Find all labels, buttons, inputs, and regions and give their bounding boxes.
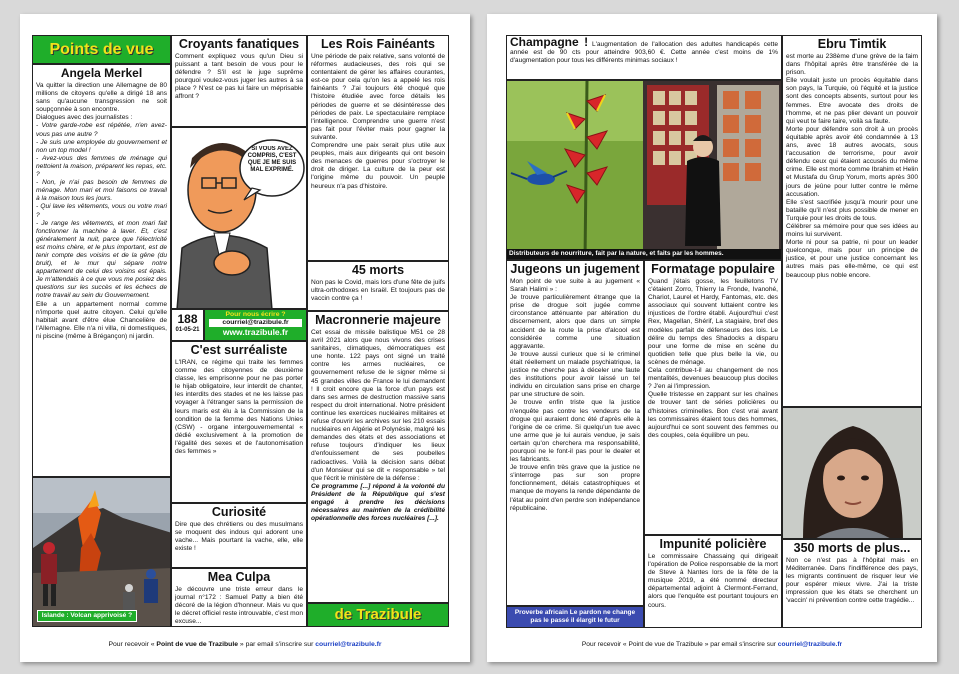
article-meaculpa xyxy=(171,568,307,627)
article-text: - Je range les vêtements, et mon mari fait fonctionner la machine à laver. Et, c'est généralement la nuit, parce que l'électricité est moins chère, et le plus important, est de tenir compte des voisins et de la gêne (du bruit), et le mur qui sépare notre appartement de celui des voisins est épais. Je m'attendais à ce que vous me posiez des questions sur les succès et les échecs de notre travail au sein du Gouvernement. xyxy=(36,219,167,300)
article-text: Morte ni pour sa patrie, ni pour un leader quelconque, mais pour un principe de justice, et pour une justice concernant les autres mais pas elle-même, ce qui est beaucoup plus noble encore. xyxy=(786,239,918,279)
article-formatage xyxy=(644,260,782,535)
article-text: L'IRAN, ce régime qui traite les femmes comme des citoyennes de deuxième classe, les emprisonne pour ne pas porter le hijab obligatoire, leur interdit de chanter, les interdits des stades et ne les laisse pas voyager à l'étranger sans la permission de leurs maris est élu à la Commission de la condition de la femme des Nations Unies (CSW) - organe intergouvernemental « dédié exclusivement à la promotion de l'égalité des sexes et de l'autonomisation des femmes » xyxy=(175,359,303,456)
write-us-email[interactable]: courriel@trazibule.fr xyxy=(209,319,302,327)
footer-link[interactable]: courriel@trazibule.fr xyxy=(315,641,382,648)
food-caption: Distributeurs de nourriture, fait par la nature, et faits par les hommes. xyxy=(507,249,781,259)
left-footer xyxy=(20,641,470,648)
article-title: Macronnerie majeure xyxy=(315,313,441,327)
article-text: Elle a un appartement normal comme n'importe quel autre citoyen. Celui qu'elle habitait avant d'être élue Chancelière de l'Allemagne. Elle n'a ni villa, ni domestiques, ni piscine (même à Brégançon) ni jardin. xyxy=(36,300,167,340)
article-350morts xyxy=(782,539,922,628)
article-text: Comprendre une paix serait plus utile aux peuples, mais aux dirigeants qui ont besoin des menaces de guerres pour s'octroyer le droit de diriger. La culture de la peur est l'origine même du pouvoir. Un peuple heureux n'a pas d'histoire. xyxy=(311,142,445,190)
article-text: Le commissaire Chassaing qui dirigeait l'opération de Police responsable de la mort de Steve à Nantes lors de la fête de la musique 2019, a été nommé directeur départemental adjoint à Clermont-Ferrand, alors que l'enquête est pourtant toujours en cours. xyxy=(648,553,778,609)
article-title: Mea Culpa xyxy=(207,570,271,584)
article-45morts xyxy=(307,261,449,311)
article-text: Je trouve enfin triste que la justice n'enquête pas contre les vendeurs de la drogue qui auraient donc été d'après elle à l'origine de ce crime. Si quelqu'un tue avec une arme que je lui aurais vendue, je sais certain qu'on cherchera ma responsabilité, pourquoi ne le font-il pas pour le dealer et les fabricants. xyxy=(510,399,640,464)
article-text: Va quitter la direction une Allemagne de 80 millions de citoyens qu'elle a dirigé 18 ans sans qu'aucune transgression ne soit soupçonnée à son encontre. xyxy=(36,82,167,114)
article-text: - Avez-vous des femmes de ménage qui nettoient la maison, préparent les repas, etc. ? xyxy=(36,154,167,179)
article-jugeons xyxy=(506,260,644,606)
article-text: Quand j'étais gosse, les feuilletons TV c'étaient Zorro, Thierry la Fronde, Ivanohé, Chariot, Laurel et Hardy, Fantomas, etc. des associaux qui souvent luttaient contre les injustices de l'ordre établi. Aujourd'hui c'est Rex, Magellan, Shérif, La stagiaire, bref des modèles parfait de défenseurs des lois. Le délire du temps des Shadocks a disparu pour une forme de mise en scène du quotidien telle que plus belle la vie, ou scènes de ménage. xyxy=(648,278,778,366)
left-page xyxy=(20,14,470,662)
article-surrealiste xyxy=(171,341,307,503)
article-text: Célébrer sa mémoire pour que ses idées au moins lui survivent. xyxy=(786,222,918,239)
article-champagne xyxy=(506,35,782,80)
article-text: L'augmentation de l'allocation des adultes handicapés cette année est de 90 cts pour atteindre 903,60 €. Cette année c'est moins de 1% d'augmentation pour tous les différents minimas sociaux ! xyxy=(510,41,778,65)
article-text: Elle voulait juste un procès équitable dans son pays, la Turquie, où l'équité et la justice sont des concepts absents, surtout pour les femmes. Etre avocate des droits de l'homme, et ne pas plier devant un pouvoir qui veut te faire taire, voilà sa faute. xyxy=(786,77,918,125)
article-text: Je découvre une triste erreur dans le journal n°172 : Samuel Patty a bien été décoré de la légion d'honneur. Mais vu que le décret officiel reste introuvable, c'est mon excuse... xyxy=(175,586,303,626)
volcano-image xyxy=(33,478,171,627)
footer-text: Pour recevoir « xyxy=(108,641,157,648)
article-ebru xyxy=(782,35,922,407)
food-image xyxy=(507,81,782,260)
right-footer xyxy=(487,641,937,648)
article-text: Une période de paix relative, sans volonté de réformes audacieuses, des rois qui se contentaient de gérer les affaires courantes, est-ce pour cela qu'on les a appelé les rois fainéants ? J'ai toujours été choqué que l'histoire étudiée avec force détails les périodes de guerre et se désintéresse des périodes de paix. Le spectaculaire remplace l'intelligence. Comprendre une guerre n'est pas fait pour l'éviter mais pour gagner la suivante. xyxy=(311,53,445,141)
article-title: Jugeons un jugement xyxy=(510,262,640,276)
contact-box xyxy=(204,309,307,341)
article-title: Les Rois Fainéants xyxy=(321,37,435,51)
brand-banner xyxy=(32,35,171,64)
footer-bold: Point de vue de Trazibule xyxy=(628,641,703,648)
article-merkel xyxy=(32,64,171,477)
article-rois xyxy=(307,35,449,261)
article-text: est morte au 238ème d'une grève de la faim dans l'hôpital après être transférée de la prison. xyxy=(786,53,918,77)
article-text: Dire que des chrétiens ou des musulmans se moquent des indous qui adorent une vache... Mais pourtant la vache, elle, elle existe ! xyxy=(175,521,303,553)
footer-text: » par email s'inscrire sur xyxy=(702,641,778,648)
article-curiosite xyxy=(171,503,307,568)
issue-box xyxy=(171,309,204,341)
article-text: Quelle tristesse en zappant sur les chaînes de trouver tant de séries policières ou d'histoires criminelles. Bon c'est vrai avant les commissaires étaient tous des hommes, aujourd'hui ce sont souvent des femmes ou des couples, cela équilibre un peu. xyxy=(648,391,778,439)
article-text: Cet essai de missile balistique M51 ce 28 avril 2021 alors que nous vivons des crises sanitaires, climatiques, démocratiques est une honte. 122 pays ont signé un traité contre les armes nucléaires, ce gouvernement refuse de le signer même si 45 grandes villes de France le lui demandent ! Il croit encore que la force d'un pays est dans ses armes de destruction massive sans respect du droit international. Notre président continue les exercices nucléaires militaires et refuse d'ouvrir les archives sur les 210 essais nucléaires en Algérie et Polynésie, malgré les demandes des états et des associations et refuse toujours d'indiquer les lieux d'enfouissement de ses poubelles radioactives. Voilà la décision sans débat d'un Monsieur qui se dit « responsable » tel que l'écrit le ministère de la défense : xyxy=(311,329,445,482)
write-us-label: Pour nous écrire ? xyxy=(225,311,286,318)
cartoon-image xyxy=(172,128,307,309)
article-text: Ce programme [...] répond à la volonté du Président de la République qui s'est engagé à prendre les décisions nécessaires au maintien de la crédibilité opérationnelle des forces nucléaires [...]. xyxy=(311,482,445,523)
footer-text: Pour recevoir « xyxy=(581,641,629,648)
article-impunite xyxy=(644,535,782,628)
food-photos xyxy=(506,80,782,260)
footer-link[interactable]: courriel@trazibule.fr xyxy=(777,641,843,648)
site-link[interactable]: www.trazibule.fr xyxy=(222,327,289,337)
brand-banner-bottom xyxy=(307,603,449,627)
article-text: - Je suis une employée du gouvernement et non un top model ! xyxy=(36,138,167,154)
article-title: 350 morts de plus... xyxy=(793,541,911,555)
cartoon-bubble-text: SI VOUS AVEZ COMPRIS, C'EST QUE JE ME SUIS MAL EXPRIMÉ. xyxy=(247,146,297,173)
proverb-box xyxy=(506,606,644,628)
article-text: Cela contribue-t-il au changement de nos mentalités, devenues beaucoup plus dociles ? J'en ai l'impression. xyxy=(648,367,778,391)
brand-bottom: de Trazibule xyxy=(334,606,422,623)
article-title: Impunité policière xyxy=(659,537,767,551)
article-text: Non pas le Covid, mais lors d'une fête de juifs ultra-orthodoxes en Israël. Et toujours pas de vaccin contre ça ! xyxy=(311,279,445,303)
footer-text: » par email s'inscrire sur xyxy=(238,641,316,648)
right-page xyxy=(487,14,937,662)
article-title: Curiosité xyxy=(211,505,267,519)
article-croyants xyxy=(171,35,307,127)
article-title: Croyants fanatiques xyxy=(178,37,300,51)
article-text: Morte pour défendre son droit à un procès équitable après avoir été condamnée à 13 ans, avec 18 autres avocats, sous l'accusation de terrorisme, pour avoir défendu ceux qui étaient accusés du même crime. Elle est morte comme Ibrahim et Helin et Mustafa du Grup Yorum, morts après 300 jours de jeûne pour lutter contre le même accusation. xyxy=(786,125,918,198)
article-text: Elle s'est sacrifiée jusqu'à mourir pour une bataille qu'il n'est plus possible de mener en Turquie pour les droits de tous. xyxy=(786,198,918,222)
issue-number: 188 xyxy=(177,312,198,326)
portrait-image xyxy=(783,408,922,539)
article-text: Non ce n'est pas à l'hôpital mais en Méditerranée. Dans l'indifférence des pays, les migrants continuent de risquer leur vie pour espérer mieux vivre. J'ai la triste impression que les états se cherchent un 'vaccin' ni prévention contre cette tragédie... xyxy=(786,557,918,605)
issue-date: 01-05-21 xyxy=(175,327,200,333)
article-text: Je trouve enfin très grave que la justice ne s'interroge pas sur son propre fonctionnement, délais catastrophiques et manque de moyens la rende dépendante de l'état au point d'en perdre son indépendance républicaine. xyxy=(510,464,640,512)
article-title: C'est surréaliste xyxy=(190,343,288,357)
article-title: Angela Merkel xyxy=(60,66,143,80)
article-title: Ebru Timtik xyxy=(817,37,887,51)
cartoon-box xyxy=(171,127,307,309)
volcano-photo xyxy=(32,477,171,627)
article-text: - Qui lave les vêtements, vous ou votre mari ? xyxy=(36,203,167,219)
article-title: Champagne ! xyxy=(510,35,589,49)
article-text: Mon point de vue suite à au jugement « Sarah Halimi » : xyxy=(510,278,640,294)
article-text: - Votre garde-robe est répétée, n'en avez-vous pas une autre ? xyxy=(36,122,167,138)
article-text: - Non, je n'ai pas besoin de femmes de ménage. Mon mari et moi faisons ce travail à la maison tous les jours. xyxy=(36,179,167,203)
proverb-text: Proverbe africain Le pardon ne change pas le passé il élargit le futur xyxy=(514,609,636,624)
brand-title: Points de vue xyxy=(49,41,154,58)
portrait-photo xyxy=(782,407,922,539)
article-text: Dialogues avec des journalistes : xyxy=(36,114,133,122)
article-text: Comment expliquez vous qu'un Dieu si puissant a tant besoin de vous pour le défendre ? S'il est le juge suprême pourquoi voulez-vous juger les autres à sa place ? N'est ce pas lui faire un méprisable affront ? xyxy=(175,53,303,101)
volcano-caption: Islande : Volcan apprivoisé ? xyxy=(37,610,137,622)
article-text: Je trouve particulièrement étrange que la prise de drogue soit jugée comme circonstance atténuante par altération du discernement, alors que dans un simple accident de la route la prise d'alcool est considérée comme une situation aggravante. xyxy=(510,294,640,350)
article-text: Je trouve aussi curieux que si le criminel était réellement un malade psychiatrique, la justice ne cherche pas à déceler une faute des institutions pour avoir laissé un tel individu en circulation sans prise en charge par une structure de soin. xyxy=(510,350,640,399)
article-title: 45 morts xyxy=(351,263,405,277)
article-macronnerie xyxy=(307,311,449,603)
article-title: Formatage populaire xyxy=(651,262,775,276)
footer-bold: Point de vue de Trazibule xyxy=(156,641,239,648)
